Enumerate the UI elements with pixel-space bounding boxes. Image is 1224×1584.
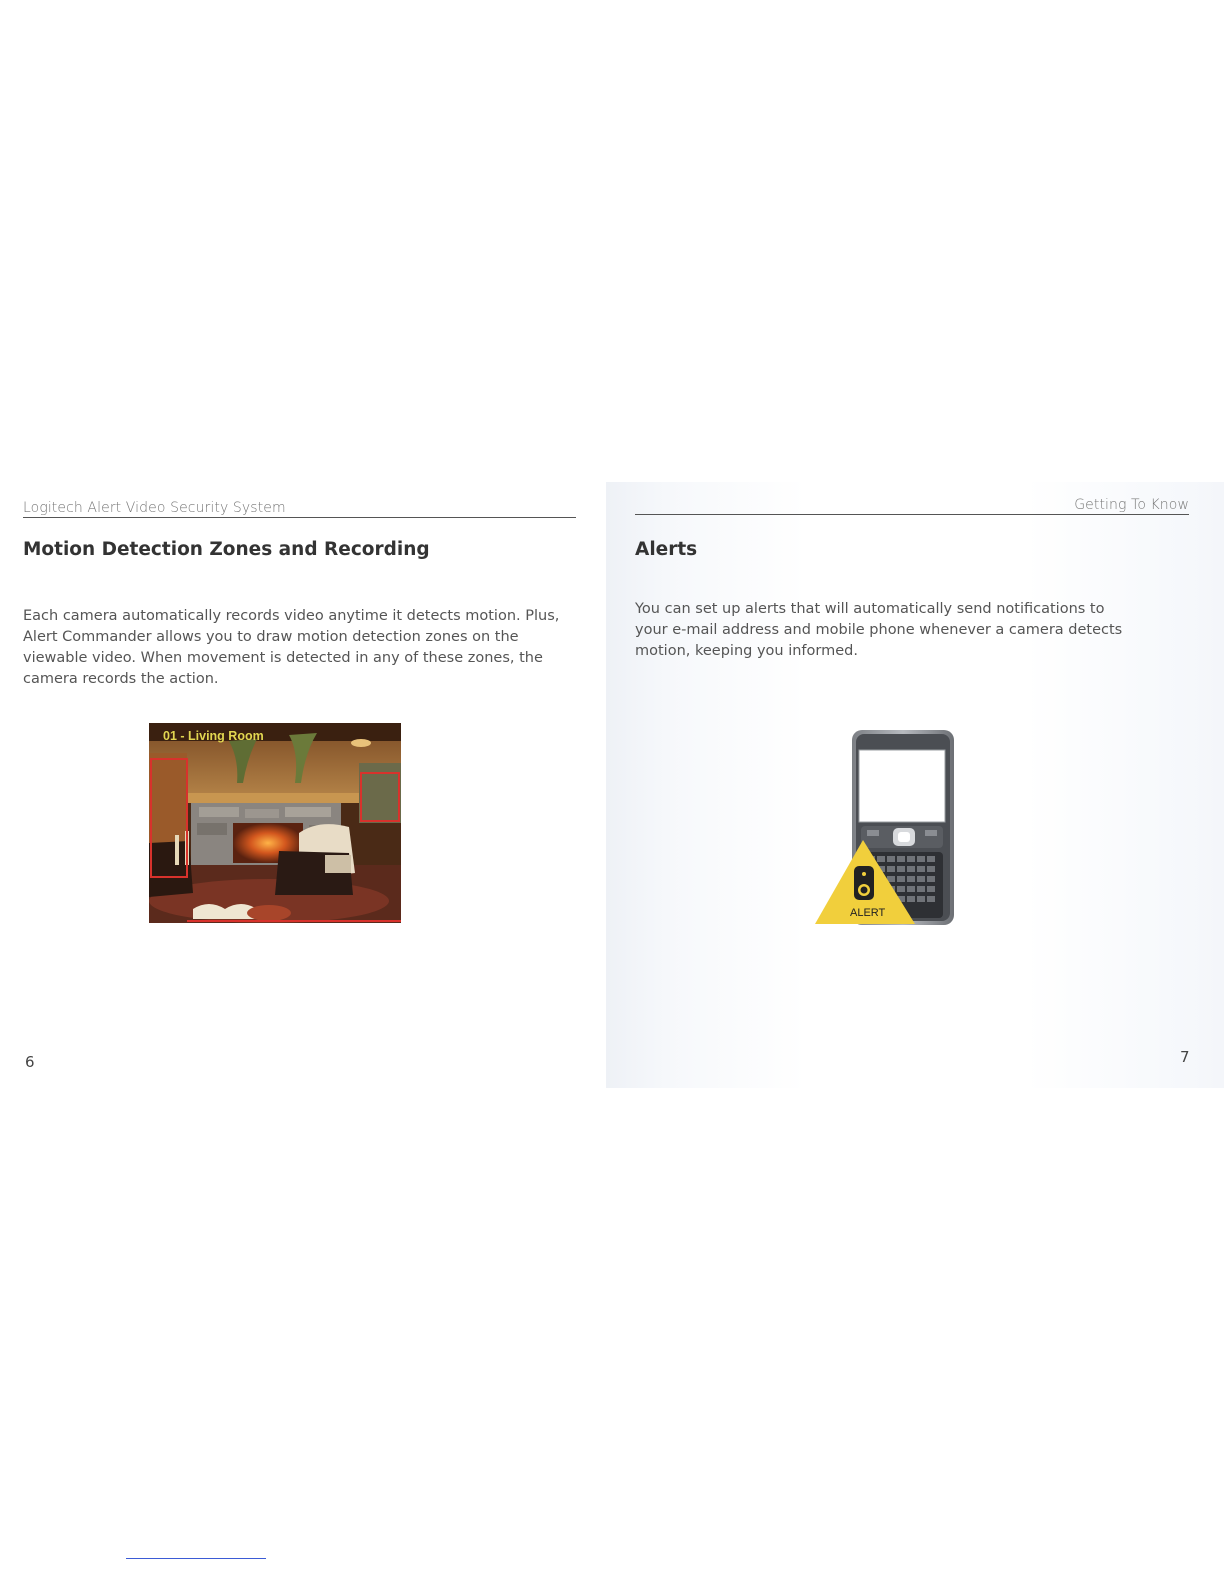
running-head-right: Getting To Know (1074, 497, 1189, 513)
right-page (606, 482, 1224, 1088)
page-number-left: 6 (25, 1053, 35, 1071)
left-page (0, 482, 606, 1088)
body-paragraph-alerts: You can set up alerts that will automatically send notifications to your e-mail address and mobile phone whenever a camera detects motion, keeping you informed. (635, 601, 1123, 659)
living-room-camera-image (149, 723, 401, 923)
camera-name-overlay: 01 - Living Room (163, 729, 264, 743)
section-heading-motion: Motion Detection Zones and Recording (23, 539, 430, 560)
alert-label: ALERT (850, 907, 886, 919)
link-underline (126, 1558, 266, 1559)
page-number-right: 7 (1180, 1048, 1190, 1066)
body-paragraph-motion: Each camera automatically records video anytime it detects motion. Plus, Alert Commander allows you to draw motion detection zones on the viewable video. When movement is detected in any of these zones, the camera records the action. (23, 608, 560, 687)
header-rule-right (635, 514, 1189, 515)
header-rule-left (23, 517, 576, 518)
section-heading-alerts: Alerts (635, 539, 698, 560)
phone-screen (859, 750, 945, 822)
phone-alert-illustration (811, 728, 961, 928)
running-head-left: Logitech Alert Video Security System (23, 500, 286, 516)
